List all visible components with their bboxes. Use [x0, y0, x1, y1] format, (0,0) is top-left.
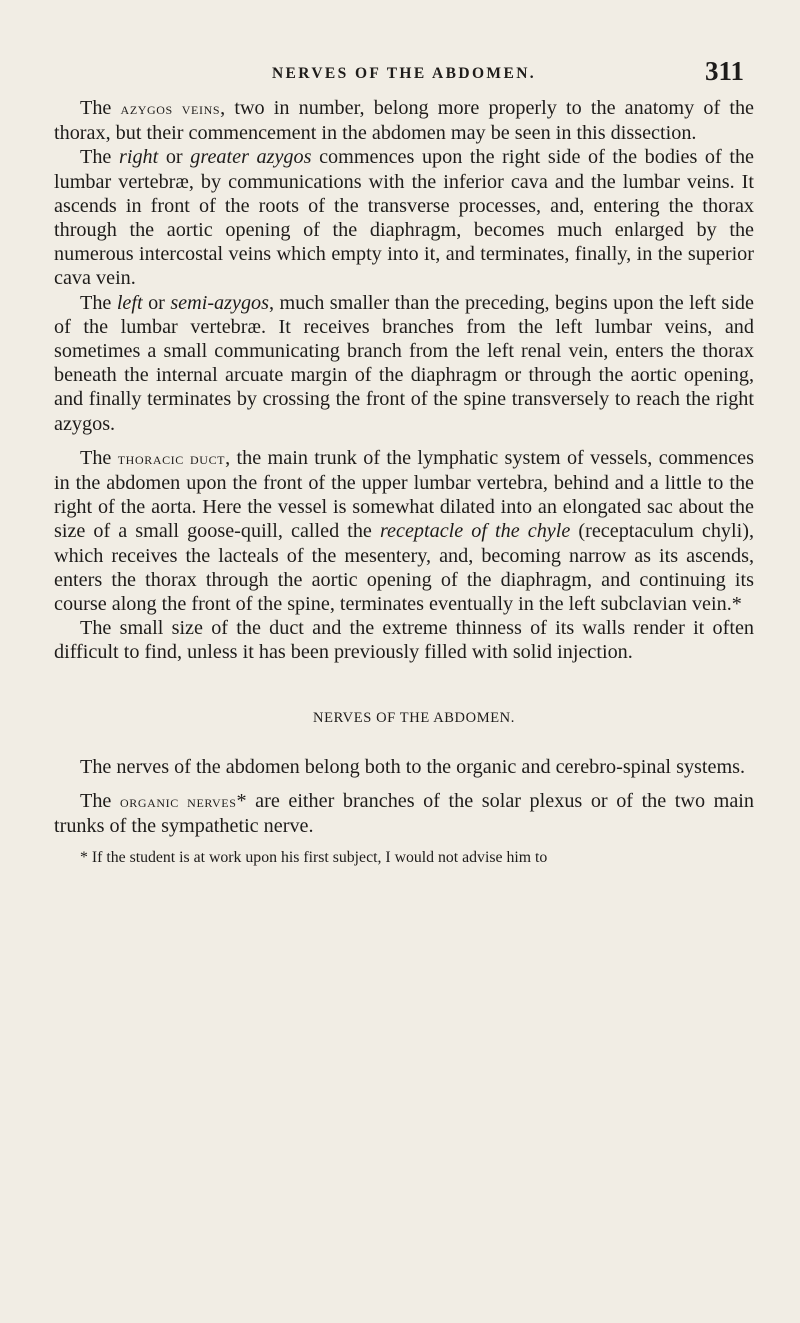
italic-semi-azygos: semi-azygos: [170, 291, 270, 314]
spacer: [54, 436, 754, 446]
paragraph-semi-azygos: [54, 291, 754, 436]
term-azygos-veins: azygos veins: [120, 99, 221, 118]
p1-text-b: , two in number, belong more properly to the anatomy of the thorax, but their commencement in the abdomen may be seen in this dissection.: [54, 97, 755, 145]
italic-receptacle: receptacle of the chyle: [379, 520, 571, 543]
p2-text-c: commences upon the right side of the bodies of the lumbar vertebræ, by communications with the inferior cava and the lumbar veins. It ascends in front of the roots of the transverse processes, and, entering the thorax through the aortic opening of the diaphragm, becomes much enlarged by the numerous intercostal veins which empty into it, and terminates, finally, in the superior cava vein.: [54, 146, 755, 290]
p4-text-b: , the main trunk of the lymphatic system of vessels, commences in the abdomen upon the front of the upper lumbar vertebra, behind and a little to the right of the aorta. Here the vessel is somewhat dilated into an elongated sac about the size of a small goose-quill, called the: [54, 446, 754, 543]
p4-text-a: The: [80, 446, 118, 469]
p3-text-b: or: [142, 291, 171, 314]
running-head: [54, 56, 754, 96]
paragraph-thoracic-duct: [54, 446, 754, 616]
p7-text-a: The: [80, 789, 120, 812]
italic-greater-azygos: greater azygos: [190, 146, 312, 169]
p2-text-a: The: [80, 146, 119, 169]
italic-right: right: [118, 146, 159, 169]
p3-text-a: The: [80, 291, 117, 314]
paragraph-organic-nerves: [54, 789, 754, 838]
page-number: 311: [704, 56, 744, 86]
paragraph-right-azygos: [54, 145, 754, 290]
spacer: [54, 779, 754, 789]
page: [54, 56, 755, 868]
p5-text: The small size of the duct and the extreme thinness of its walls render it often difficult to find, unless it has been previously filled with solid injection.: [54, 617, 754, 664]
term-thoracic-duct: thoracic duct: [117, 448, 226, 468]
spacer: [54, 727, 754, 755]
section-heading: NERVES OF THE ABDOMEN.: [313, 709, 515, 726]
paragraph-duct-size: [54, 616, 754, 664]
paragraph-azygos-veins: [54, 96, 754, 145]
footnote: * If the student is at work upon his first subject, I would not advise him to: [80, 849, 548, 867]
term-organic-nerves: organic nerves: [119, 791, 237, 811]
running-title: NERVES OF THE ABDOMEN.: [271, 65, 537, 82]
p2-text-b: or: [158, 146, 191, 169]
italic-left: left: [116, 291, 143, 314]
spacer: [54, 665, 754, 710]
p3-text-c: , much smaller than the preceding, begins upon the left side of the lumbar vertebræ. It receives branches from the left lumbar veins, and sometimes a small communicating branch from the left renal vein, enters the thorax beneath the internal arcuate margin of the diaphragm or through the aortic opening, and finally terminates by crossing the front of the spine transversely to reach the right azygos.: [54, 291, 754, 435]
paragraph-nerves-intro: [54, 755, 754, 779]
p7-text-b: * are either branches of the solar plexus or of the two main trunks of the sympathetic nerve.: [54, 789, 754, 838]
p4-text-c: (receptaculum chyli), which receives the lacteals of the mesentery, and, becoming narrow as its ascends, enters the thorax through the aortic opening of the diaphragm, and continuing its course along the front of the spine, terminates eventually in the left subclavian vein.*: [54, 520, 754, 616]
p1-text-a: The: [80, 97, 121, 119]
p6-text: The nerves of the abdomen belong both to the organic and cerebro-spinal systems.: [80, 755, 746, 778]
